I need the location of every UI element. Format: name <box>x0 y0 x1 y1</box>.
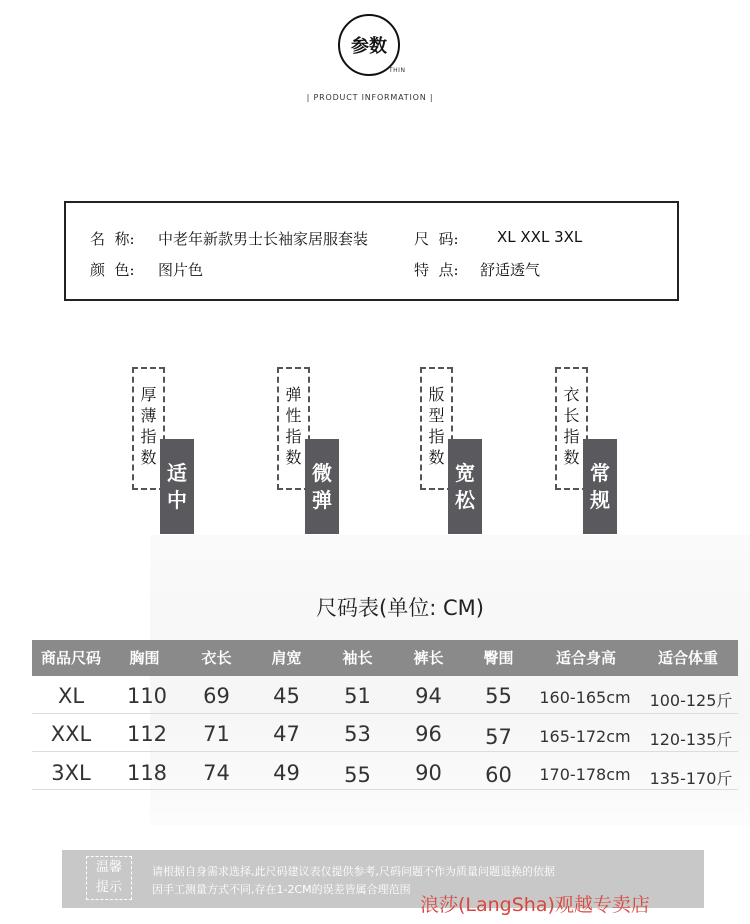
cell-r3-hip: 60 <box>485 763 512 787</box>
header-length: 衣长 <box>201 649 232 667</box>
name-value: 中老年新款男士长袖家居服套装 <box>158 230 369 248</box>
cell-r1-hip: 55 <box>485 684 512 708</box>
cell-r1-sleeve: 51 <box>344 684 371 708</box>
cell-r3-weight: 135-170斤 <box>649 769 733 788</box>
tips-badge: 温馨 提示 <box>95 860 122 895</box>
elasticity-index-value: 微 弹 <box>312 461 332 512</box>
fit-index-label: 版 型 指 数 <box>428 385 445 467</box>
header-pants-length: 裤长 <box>413 649 444 667</box>
cell-r2-length: 71 <box>203 722 230 746</box>
size-table-title: 尺码表(单位: CM) <box>316 596 484 620</box>
header-height: 适合身高 <box>555 649 616 667</box>
thickness-index-value: 适 中 <box>167 461 187 512</box>
header-weight: 适合体重 <box>657 649 718 667</box>
cell-r1-shoulder: 45 <box>273 684 300 708</box>
cell-r3-sleeve: 55 <box>344 763 371 787</box>
section-label: | PRODUCT INFORMATION | <box>306 93 434 102</box>
cell-r1-size: XL <box>57 684 85 708</box>
row-divider <box>32 789 738 790</box>
logo-title: 参数 <box>351 36 387 57</box>
cell-r2-pants-length: 96 <box>415 722 442 746</box>
cell-r2-sleeve: 53 <box>344 722 371 746</box>
cell-r2-shoulder: 47 <box>273 722 300 746</box>
color-label: 颜 色: <box>90 261 135 279</box>
cell-r1-weight: 100-125斤 <box>649 691 733 710</box>
fit-index-value: 宽 松 <box>455 461 475 512</box>
length-index-label: 衣 长 指 数 <box>563 385 580 467</box>
cell-r1-chest: 110 <box>126 684 168 708</box>
product-info-box <box>64 201 679 301</box>
header-size: 商品尺码 <box>40 649 101 667</box>
cell-r1-pants-length: 94 <box>415 684 442 708</box>
cell-r2-weight: 120-135斤 <box>649 730 733 749</box>
tips-line-2: 因手工测量方式不同,存在1-2CM的误差皆属合理范围 <box>152 883 411 896</box>
cell-r3-length: 74 <box>203 761 230 785</box>
cell-r3-height: 170-178cm <box>539 765 631 784</box>
color-value: 图片色 <box>158 261 204 279</box>
cell-r1-height: 160-165cm <box>539 688 631 707</box>
feature-label: 特 点: <box>414 261 459 279</box>
cell-r3-chest: 118 <box>126 761 168 785</box>
cell-r3-size: 3XL <box>51 761 91 785</box>
size-value: XL XXL 3XL <box>497 228 583 246</box>
row-divider <box>32 713 738 714</box>
row-divider <box>32 751 738 752</box>
tips-line-1: 请根据自身需求选择,此尺码建议表仅提供参考,尺码问题不作为质量问题退换的依据 <box>152 865 555 878</box>
logo-subtitle: THIN <box>389 67 406 74</box>
length-index-value: 常 规 <box>590 461 610 512</box>
feature-value: 舒适透气 <box>480 261 541 279</box>
header-sleeve: 袖长 <box>342 649 373 667</box>
header-shoulder: 肩宽 <box>271 649 302 667</box>
header-chest: 胸围 <box>129 649 160 667</box>
cell-r2-hip: 57 <box>485 725 512 749</box>
cell-r2-height: 165-172cm <box>539 727 631 746</box>
thickness-index-label: 厚 薄 指 数 <box>140 385 157 467</box>
cell-r2-chest: 112 <box>126 722 168 746</box>
cell-r1-length: 69 <box>203 684 230 708</box>
cell-r3-shoulder: 49 <box>273 761 300 785</box>
shop-name: 浪莎(LangSha)观越专卖店 <box>420 894 650 916</box>
elasticity-index-label: 弹 性 指 数 <box>285 385 302 467</box>
header-hip: 臀围 <box>483 649 514 667</box>
size-label: 尺 码: <box>414 230 459 248</box>
cell-r3-pants-length: 90 <box>415 761 442 785</box>
cell-r2-size: XXL <box>50 722 92 746</box>
name-label: 名 称: <box>90 230 135 248</box>
